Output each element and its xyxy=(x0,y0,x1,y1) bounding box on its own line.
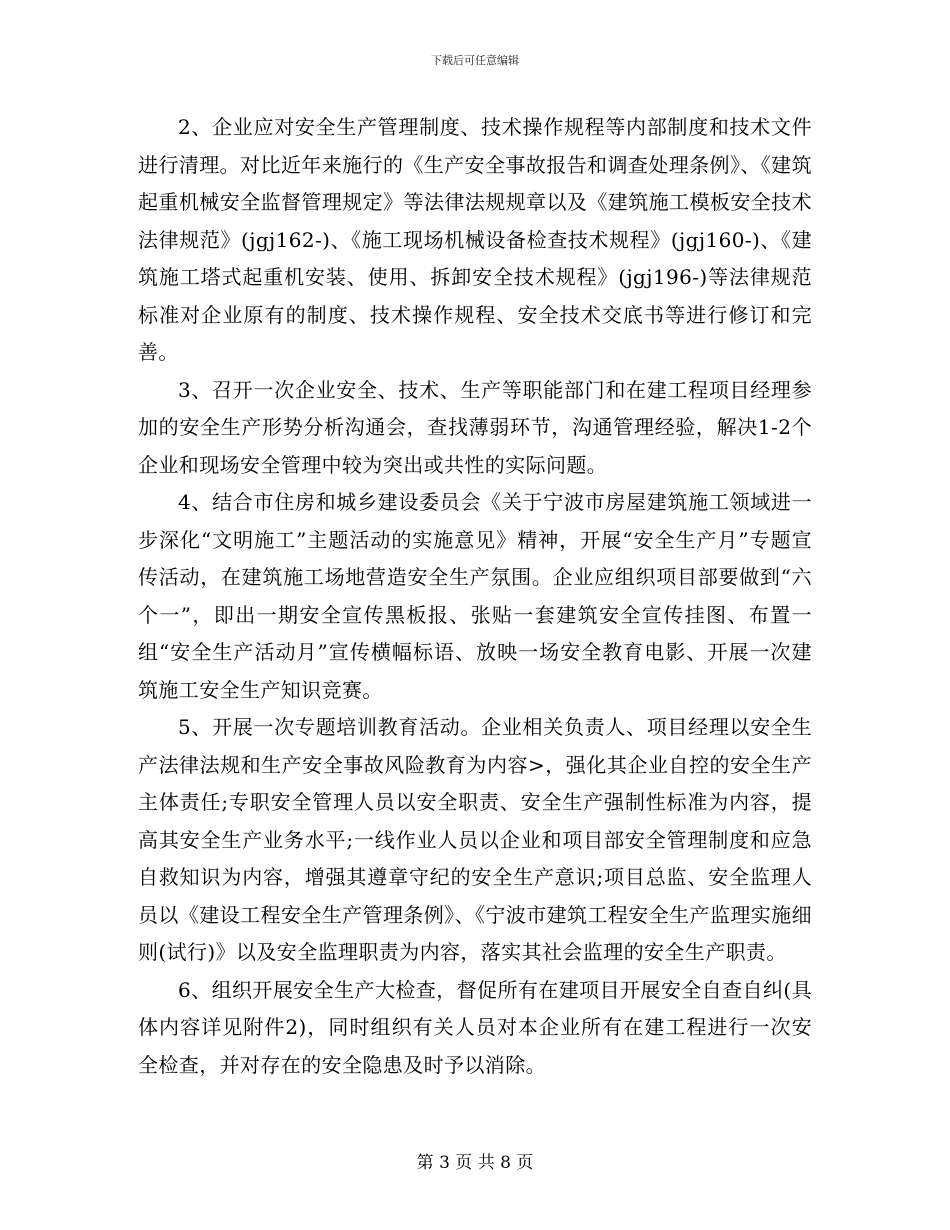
document-body xyxy=(138,109,812,1084)
paragraph-item-6: 6、组织开展安全生产大检查，督促所有在建项目开展安全自查自纠(具体内容详见附件2)，同时组织有关人员对本企业所有在建工程进行一次安全检查，并对存在的安全隐患及时予以消除。 xyxy=(138,977,812,1077)
paragraph-item-2: 2、企业应对安全生产管理制度、技术操作规程等内部制度和技术文件进行清理。对比近年来施行的《生产安全事故报告和调查处理条例》、《建筑起重机械安全监督管理规定》等法律法规规章以及《建筑施工模板安全技术法律规范》(jgj162-)、《施工现场机械设备检查技术规程》(jgj160-)、《建筑施工塔式起重机安装、使用、拆卸安全技术规程》(jgj196-)等法律规范标准对企业原有的制度、技术操作规程、安全技术交底书等进行修订和完善。 xyxy=(138,115,812,364)
paragraph-item-4: 4、结合市住房和城乡建设委员会《关于宁波市房屋建筑施工领域进一步深化“文明施工”主题活动的实施意见》精神，开展“安全生产月”专题宣传活动，在建筑施工场地营造安全生产氛围。企业应组织项目部要做到“六个一”，即出一期安全宣传黑板报、张贴一套建筑安全宣传挂图、布置一组“安全生产活动月”宣传横幅标语、放映一场安全教育电影、开展一次建筑施工安全生产知识竞赛。 xyxy=(138,490,812,702)
page-header: 下载后可任意编辑 xyxy=(431,54,519,67)
paragraph-item-3: 3、召开一次企业安全、技术、生产等职能部门和在建工程项目经理参加的安全生产形势分析沟通会，查找薄弱环节，沟通管理经验，解决1-2个企业和现场安全管理中较为突出或共性的实际问题。 xyxy=(138,377,812,477)
paragraph-item-5: 5、开展一次专题培训教育活动。企业相关负责人、项目经理以安全生产法律法规和生产安全事故风险教育为内容>，强化其企业自控的安全生产主体责任;专职安全管理人员以安全职责、安全生产强制性标准为内容，提高其安全生产业务水平;一线作业人员以企业和项目部安全管理制度和应急自救知识为内容，增强其遵章守纪的安全生产意识;项目总监、安全监理人员以《建设工程安全生产管理条例》、《宁波市建筑工程安全生产监理实施细则(试行)》以及安全监理职责为内容，落实其社会监理的安全生产职责。 xyxy=(138,715,812,964)
page-number-footer: 第 3 页 共 8 页 xyxy=(416,1153,534,1173)
